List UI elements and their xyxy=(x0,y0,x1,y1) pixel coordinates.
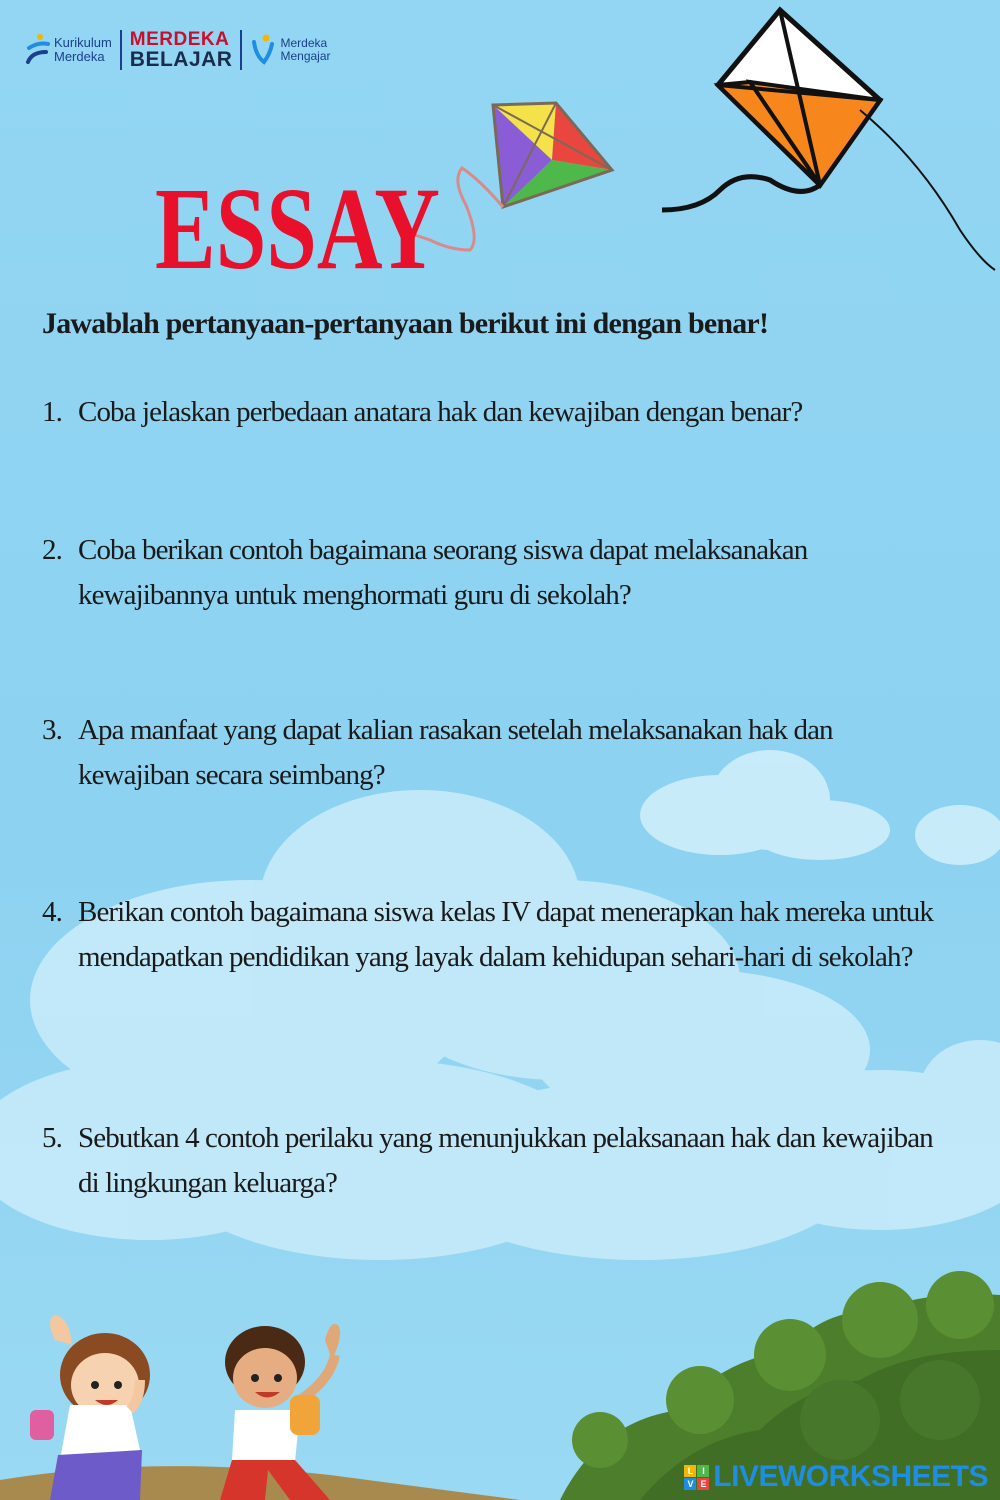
essay-title-text: ESSAY xyxy=(155,163,440,294)
question-text: Sebutkan 4 contoh perilaku yang menunjukkan pelaksanaan hak dan kewajiban di lingkungan keluarga? xyxy=(78,1122,933,1199)
question-number: 2. xyxy=(42,534,62,566)
kurikulum-merdeka-logo xyxy=(26,32,112,68)
question-item xyxy=(42,1116,942,1206)
question-number: 3. xyxy=(42,714,62,746)
merdeka-mengajar-line1: Merdeka xyxy=(280,36,328,50)
question-number: 1. xyxy=(42,396,62,428)
logo-divider xyxy=(240,30,242,70)
logo-letter: I xyxy=(697,1465,709,1477)
merdeka-mengajar-line2: Mengajar xyxy=(280,49,331,63)
essay-title xyxy=(155,163,445,294)
girl-illustration xyxy=(30,1315,150,1500)
header-logos xyxy=(26,26,331,74)
liveworksheets-label: LIVEWORKSHEETS xyxy=(713,1460,988,1493)
question-text: Berikan contoh bagaimana siswa kelas IV dapat menerapkan hak mereka untuk mendapatkan pendidikan yang layak dalam kehidupan sehari-hari di sekolah? xyxy=(78,896,933,973)
merdeka-belajar-line1: MERDEKA xyxy=(129,29,230,50)
logo-letter: V xyxy=(684,1478,696,1490)
logo-letter: L xyxy=(684,1465,696,1477)
question-item xyxy=(42,528,942,618)
question-text: Coba berikan contoh bagaimana seorang siswa dapat melaksanakan kewajibannya untuk menghormati guru di sekolah? xyxy=(78,534,808,611)
question-item xyxy=(42,708,912,798)
logo-letter: E xyxy=(697,1478,709,1490)
merdeka-mengajar-icon xyxy=(250,32,274,68)
kurikulum-line2: Merdeka xyxy=(54,49,105,64)
question-item xyxy=(42,390,962,435)
question-number: 4. xyxy=(42,896,62,928)
kurikulum-line1: Kurikulum xyxy=(54,35,112,50)
question-text: Coba jelaskan perbedaan anatara hak dan kewajiban dengan benar? xyxy=(78,396,803,428)
question-number: 5. xyxy=(42,1122,62,1154)
boy-illustration xyxy=(220,1324,340,1500)
instruction-text: Jawablah pertanyaan-pertanyaan berikut ini dengan benar! xyxy=(42,307,769,340)
liveworksheets-watermark[interactable] xyxy=(684,1460,988,1494)
merdeka-belajar-logo xyxy=(130,30,233,70)
liveworksheets-logo-icon xyxy=(684,1465,709,1490)
merdeka-belajar-line2: BELAJAR xyxy=(129,48,233,71)
kite-orange-icon xyxy=(662,10,995,270)
question-item xyxy=(42,890,962,980)
kurikulum-merdeka-icon xyxy=(26,32,50,68)
logo-divider xyxy=(120,30,122,70)
question-text: Apa manfaat yang dapat kalian rasakan setelah melaksanakan hak dan kewajiban secara seimbang? xyxy=(78,714,833,791)
merdeka-mengajar-logo xyxy=(250,32,330,68)
